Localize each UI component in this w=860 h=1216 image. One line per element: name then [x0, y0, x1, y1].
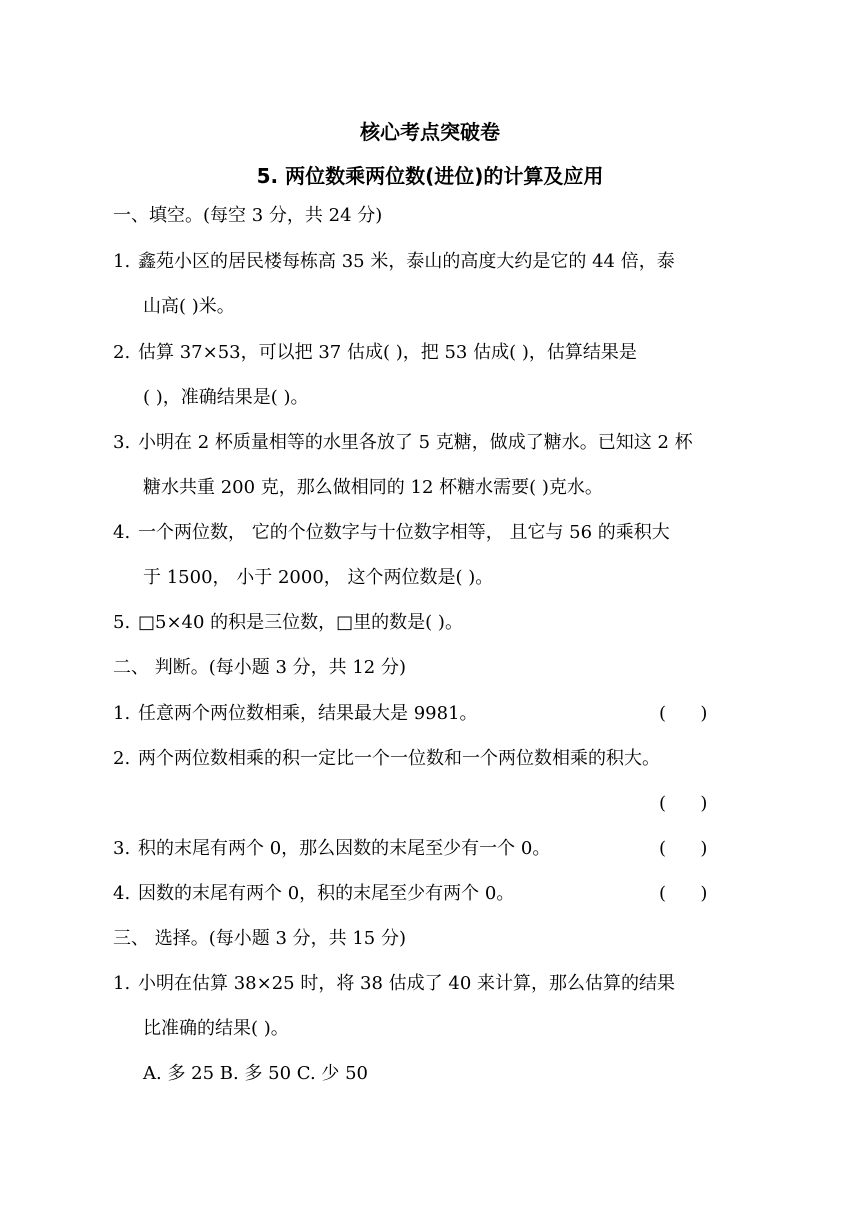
fill-question-4 — [113, 522, 670, 544]
question-number: 4. — [113, 883, 131, 904]
worksheet-subtitle: 5. 两位数乘两位数(进位)的计算及应用 — [256, 164, 604, 188]
question-text: 两个两位数相乘的积一定比一个一位数和一个两位数相乘的积大。 — [138, 748, 660, 769]
fill-question-3-cont: 糖水共重 200 克，那么做相同的 12 杯糖水需要( )克水。 — [143, 477, 603, 498]
fill-question-1 — [113, 251, 675, 273]
answer-parentheses: ( ) — [659, 883, 708, 904]
fill-question-2-cont: ( )，准确结果是( )。 — [143, 387, 309, 408]
question-text: 因数的末尾有两个 0，积的末尾至少有两个 0。 — [138, 883, 515, 904]
answer-parentheses: ( ) — [659, 793, 708, 814]
fill-question-3 — [113, 432, 693, 454]
question-number: 3. — [113, 432, 131, 453]
question-text: 积的末尾有两个 0，那么因数的末尾至少有一个 0。 — [138, 838, 551, 859]
choice-section-heading: 三、 选择。(每小题 3 分，共 15 分) — [113, 928, 407, 949]
question-number: 1. — [113, 703, 131, 724]
fill-section-heading: 一、填空。(每空 3 分，共 24 分) — [113, 205, 383, 226]
choice-question-1 — [113, 973, 675, 995]
fill-question-1-cont: 山高( )米。 — [143, 296, 235, 317]
question-number: 5. — [113, 612, 131, 633]
judge-question-2 — [113, 748, 660, 770]
question-text: 小明在 2 杯质量相等的水里各放了 5 克糖，做成了糖水。已知这 2 杯 — [138, 432, 693, 453]
worksheet-title: 核心考点突破卷 — [360, 120, 500, 144]
fill-question-4-cont: 于 1500， 小于 2000， 这个两位数是( )。 — [143, 567, 494, 588]
choice-question-1-cont: 比准确的结果( )。 — [143, 1018, 289, 1039]
question-number: 1. — [113, 251, 131, 272]
question-number: 4. — [113, 522, 131, 543]
question-number: 2. — [113, 748, 131, 769]
question-text: 任意两个两位数相乘，结果最大是 9981。 — [138, 703, 478, 724]
question-text: 鑫苑小区的居民楼每栋高 35 米，泰山的高度大约是它的 44 倍，泰 — [138, 251, 675, 272]
fill-question-2 — [113, 342, 637, 364]
judge-question-1 — [113, 703, 478, 725]
question-number: 3. — [113, 838, 131, 859]
judge-question-4 — [113, 883, 514, 905]
question-text: □5×40 的积是三位数，□里的数是( )。 — [138, 612, 463, 633]
question-number: 1. — [113, 973, 131, 994]
question-number: 2. — [113, 342, 131, 363]
answer-parentheses: ( ) — [659, 703, 708, 724]
fill-question-5 — [113, 612, 463, 634]
choice-options: A. 多 25 B. 多 50 C. 少 50 — [143, 1063, 369, 1084]
question-text: 一个两位数， 它的个位数字与十位数字相等， 且它与 56 的乘积大 — [138, 522, 670, 543]
answer-parentheses: ( ) — [659, 838, 708, 859]
judge-section-heading: 二、 判断。(每小题 3 分，共 12 分) — [113, 657, 407, 678]
question-text: 估算 37×53，可以把 37 估成( )，把 53 估成( )，估算结果是 — [138, 342, 637, 363]
judge-question-3 — [113, 838, 550, 860]
question-text: 小明在估算 38×25 时，将 38 估成了 40 来计算，那么估算的结果 — [138, 973, 676, 994]
